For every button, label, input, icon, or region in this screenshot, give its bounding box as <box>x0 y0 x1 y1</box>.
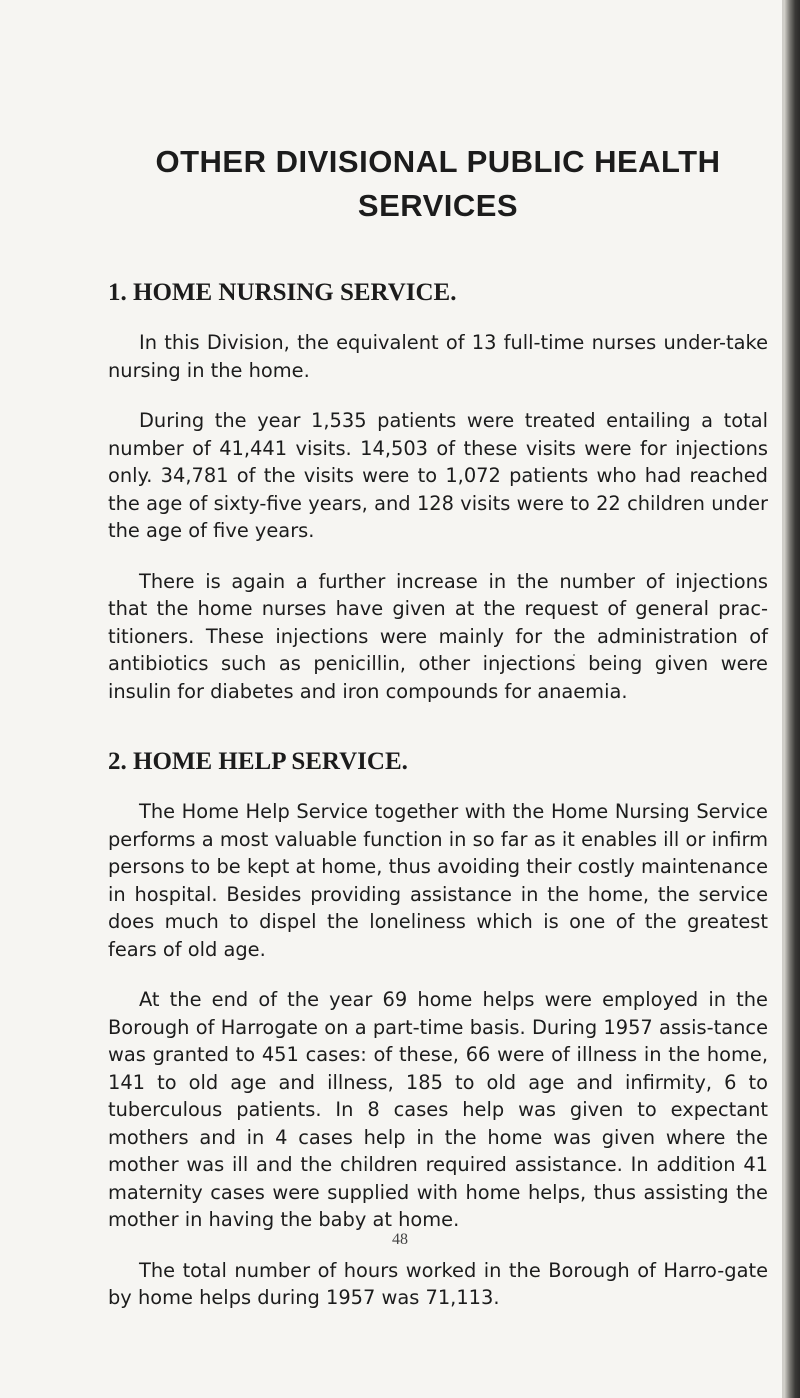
section-home-nursing <box>108 278 768 705</box>
paragraph: There is again a further increase in the number of injections that the home nurses have given at the request of general prac-titioners. These injections were mainly for the administration of antibiotics such as penicillin, other injections being given were insulin for diabetes and iron compounds for anaemia. <box>108 569 768 703</box>
page-number: 48 <box>392 1231 408 1248</box>
section-heading-home-nursing: 1. HOME NURSING SERVICE. <box>108 279 457 306</box>
paragraph: The total number of hours worked in the Borough of Harro-gate by home helps during 1957 was 71,113. <box>108 1258 768 1309</box>
paragraph: During the year 1,535 patients were treated entailing a total number of 41,441 visits. 14,503 of these visits were for injections only. 34,781 of the visits were to 1,072 patients who had reached the age of sixty-five years, and 128 visits were to 22 children under the age of five years. <box>108 409 768 542</box>
document-page <box>108 140 768 1312</box>
page-title: OTHER DIVISIONAL PUBLIC HEALTH SERVICES <box>155 144 721 223</box>
section-heading-home-help: 2. HOME HELP SERVICE. <box>108 748 408 775</box>
paragraph: At the end of the year 69 home helps were employed in the Borough of Harrogate on a part-time basis. During 1957 assis-tance was granted to 451 cases: of these, 66 were of illness in the home, 141 to old age and illness, 185 to old age and infirmity, 6 to tuberculous patients. In 8 cases help was given to expectant mothers and in 4 cases help in the home was given where the mother was ill and the children required assistance. In addition 41 maternity cases were supplied with home helps, thus assisting the mother in having the baby at home. <box>108 988 768 1231</box>
section-home-help <box>108 747 768 1312</box>
paragraph: The Home Help Service together with the Home Nursing Service performs a most valuable function in so far as it enables ill or infirm persons to be kept at home, thus avoiding their costly maintenance in hospital. Besides providing assistance in the home, the service does much to dispel the loneliness which is one of the greatest fears of old age. <box>108 800 768 961</box>
scan-shadow-edge <box>784 0 800 1398</box>
paragraph: In this Division, the equivalent of 13 full-time nurses under-take nursing in the home. <box>108 331 768 382</box>
